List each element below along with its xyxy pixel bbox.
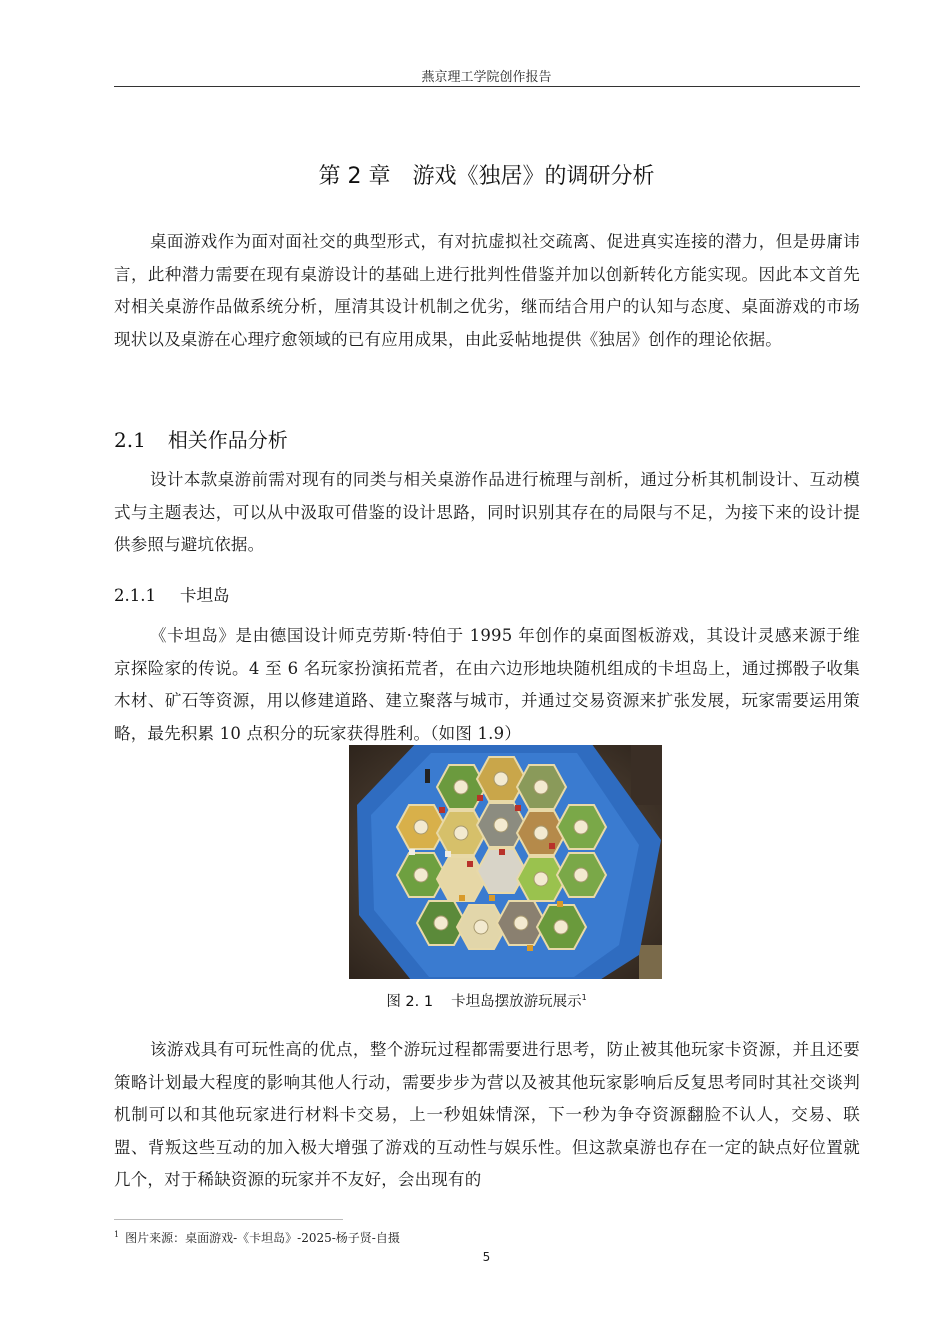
footnote-text: 图片来源：桌面游戏-《卡坦岛》-2025-杨子贤-自摄 bbox=[125, 1231, 400, 1245]
figure-caption-text: 卡坦岛摆放游玩展示 bbox=[451, 994, 582, 1010]
section-2-1-1-heading bbox=[114, 582, 229, 606]
footnote-ref: 1 bbox=[581, 993, 587, 1003]
subsection-number: 2.1.1 bbox=[114, 586, 156, 605]
section-2-1-heading bbox=[114, 424, 288, 453]
page-number: 5 bbox=[482, 1250, 491, 1264]
subsection-title: 卡坦岛 bbox=[179, 586, 230, 605]
footnote-rule bbox=[114, 1219, 343, 1220]
footnote bbox=[114, 1229, 400, 1246]
chapter-title-text: 游戏《独居》的调研分析 bbox=[412, 164, 655, 189]
header-rule bbox=[114, 86, 860, 87]
chapter-number: 第 2 章 bbox=[318, 164, 391, 189]
after-figure-paragraph: 该游戏具有可玩性高的优点，整个游玩过程都需要进行思考，防止被其他玩家卡资源，并且还要策略计划最大程度的影响其他人行动，需要步步为营以及被其他玩家影响后反复思考同时其社交谈判机制可以和其他玩家进行材料卡交易，上一秒姐妹情深，下一秒为争夺资源翻脸不认人，交易、联盟、背叛这些互动的加入极大增强了游戏的互动性与娱乐性。但这款桌游也存在一定的缺点好位置就几个，对于稀缺资源的玩家并不友好，会出现有的 bbox=[114, 1040, 860, 1189]
section-2-1-1-paragraph: 《卡坦岛》是由德国设计师克劳斯·特伯于 1995 年创作的桌面图板游戏，其设计灵感来源于维京探险家的传说。4 至 6 名玩家扮演拓荒者，在由六边形地块随机组成的卡坦岛上，通过掷骰子收集木材、矿石等资源，用以修建道路、建立聚落与城市，并通过交易资源来扩张发展，玩家需要运用策略，最先积累 10 点积分的玩家获得胜利。（如图 1.9） bbox=[114, 626, 860, 743]
catan-board-photo bbox=[349, 745, 662, 979]
page-header: 燕京理工学院创作报告 bbox=[421, 70, 552, 85]
figure-number: 图 2. 1 bbox=[386, 994, 434, 1010]
section-2-1-paragraph: 设计本款桌游前需对现有的同类与相关桌游作品进行梳理与剖析，通过分析其机制设计、互动模式与主题表达，可以从中汲取可借鉴的设计思路，同时识别其存在的局限与不足，为接下来的设计提供参照与避坑依据。 bbox=[114, 470, 860, 554]
section-number: 2.1 bbox=[114, 428, 146, 452]
chapter-title bbox=[114, 159, 859, 190]
footnote-mark: 1 bbox=[114, 1230, 120, 1239]
section-title: 相关作品分析 bbox=[167, 428, 288, 452]
intro-paragraph: 桌面游戏作为面对面社交的典型形式，有对抗虚拟社交疏离、促进真实连接的潜力，但是毋庸讳言，此种潜力需要在现有桌游设计的基础上进行批判性借鉴并加以创新转化方能实现。因此本文首先对相关桌游作品做系统分析，厘清其设计机制之优劣，继而结合用户的认知与态度、桌面游戏的市场现状以及桌游在心理疗愈领域的已有应用成果，由此妥帖地提供《独居》创作的理论依据。 bbox=[114, 232, 860, 349]
figure-caption bbox=[114, 990, 859, 1011]
